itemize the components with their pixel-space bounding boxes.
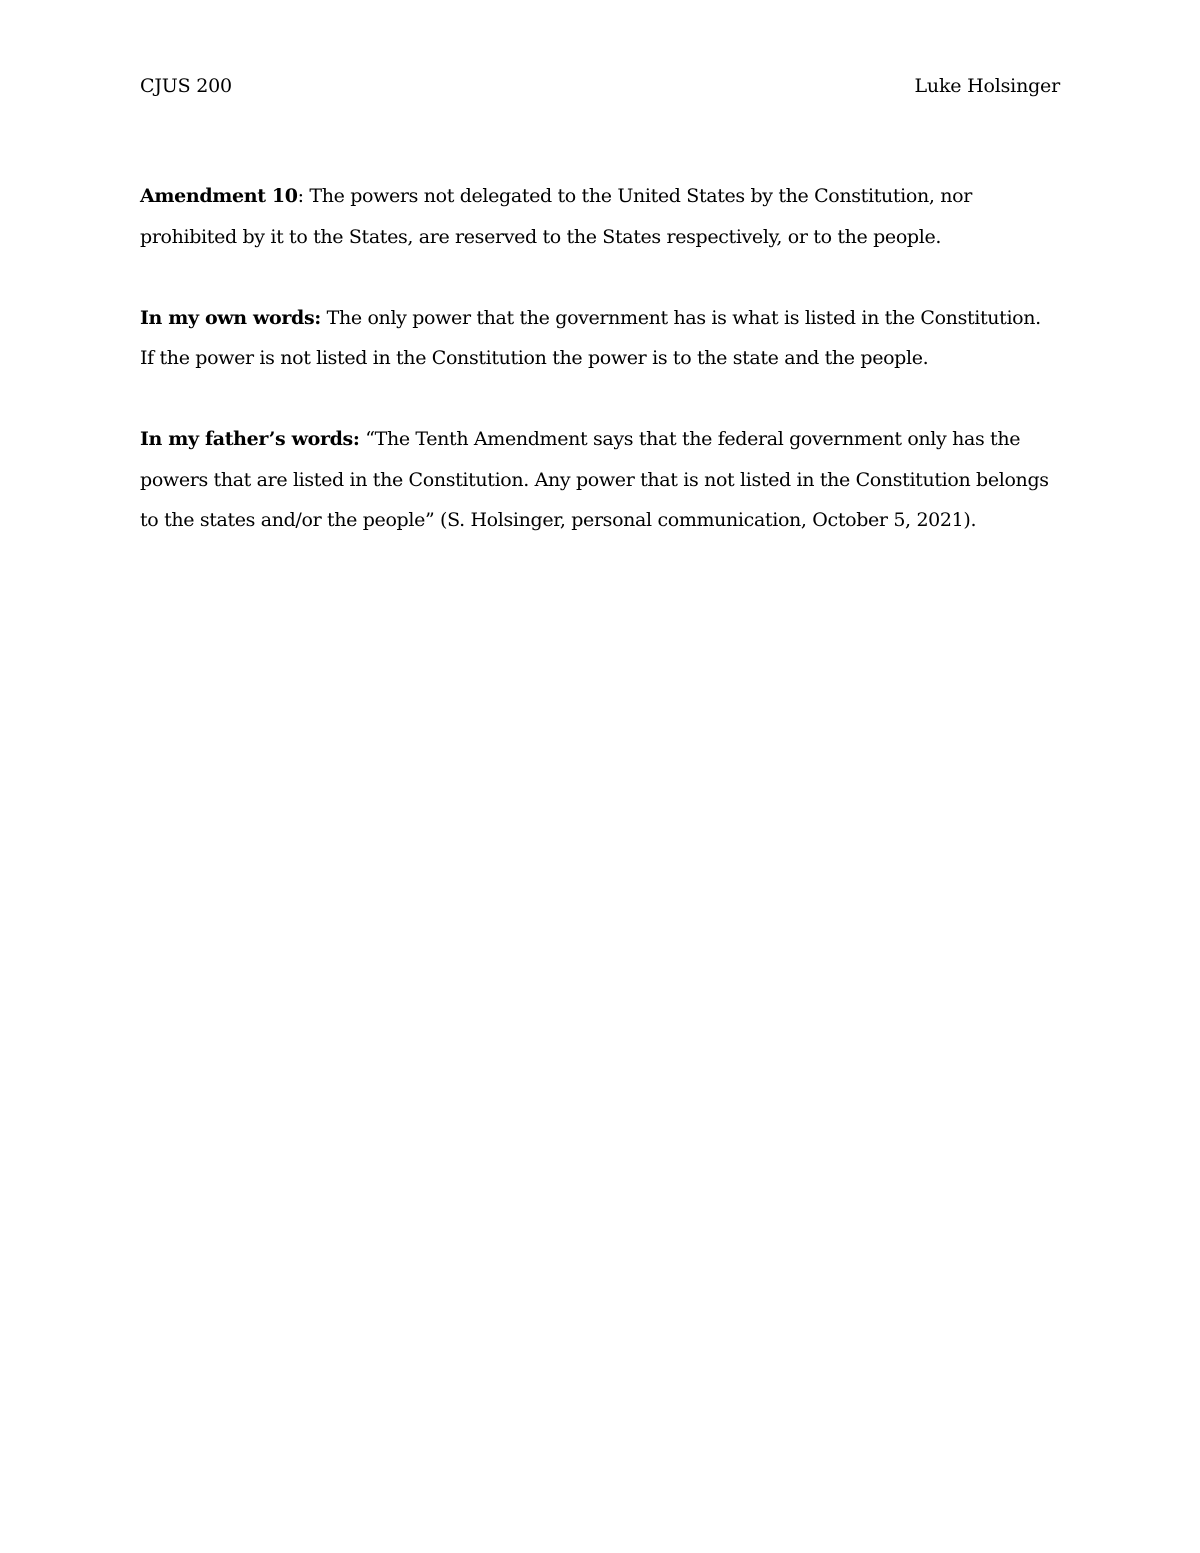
father-words-text-line-3: to the states and/or the people” (S. Holsinger, personal communication, October 5, 2021). (140, 509, 977, 531)
course-code: CJUS 200 (140, 75, 232, 97)
amendment-label: Amendment 10 (140, 185, 298, 207)
father-words-text-line-2: powers that are listed in the Constitution. Any power that is not listed in the Constitution belongs (140, 468, 1049, 491)
document-body (140, 176, 1060, 581)
own-words-text-line-2: If the power is not listed in the Constitution the power is to the state and the people. (140, 347, 929, 369)
amendment-separator: : (297, 185, 310, 207)
amendment-text-line-1: The powers not delegated to the United States by the Constitution, nor (309, 185, 972, 207)
author-name: Luke Holsinger (914, 75, 1060, 97)
own-words-label: In my own words: (140, 306, 321, 329)
page-header (140, 72, 1060, 100)
own-words-text-line-1: The only power that the government has is what is listed in the Constitution. (326, 306, 1041, 329)
own-words-paragraph (140, 298, 1060, 379)
father-words-paragraph (140, 419, 1060, 541)
father-words-label: In my father’s words: (140, 428, 360, 450)
amendment-paragraph (140, 176, 1060, 257)
amendment-text-line-2: prohibited by it to the States, are reserved to the States respectively, or to the people. (140, 225, 942, 248)
father-words-text-line-1: “The Tenth Amendment says that the federal government only has the (365, 428, 1021, 450)
